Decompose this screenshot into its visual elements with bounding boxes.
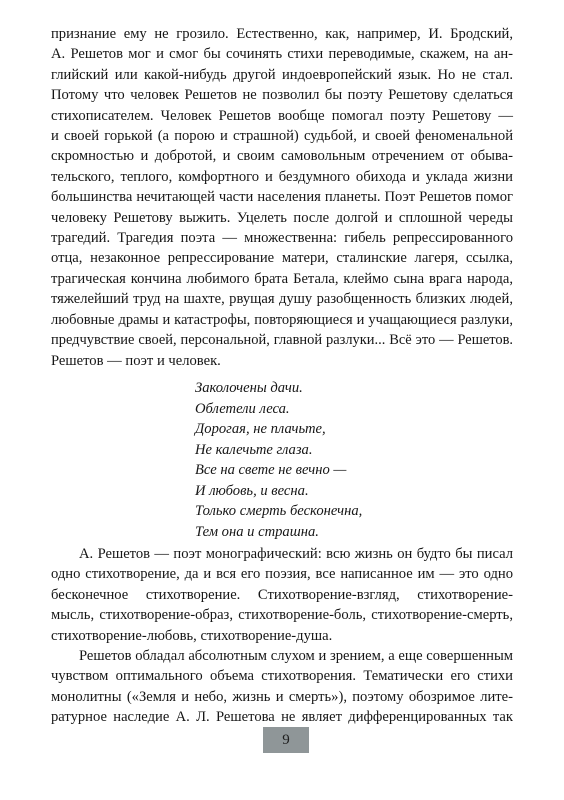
poem-verse: Тем она и страшна. xyxy=(195,523,319,540)
paragraph-monographic xyxy=(51,544,513,646)
poem-verse: И любовь, и весна. xyxy=(195,482,309,499)
text-line: стихотворение-любовь, стихотворение-душа. xyxy=(51,627,333,644)
text-line: монолитны («Земля и небо, жизнь и смерть»), поэтому обозримое лите- xyxy=(51,688,513,705)
poem-verse: Облетели леса. xyxy=(195,400,290,417)
paragraph-hearing xyxy=(51,646,513,728)
text-line: любовные драмы и катастрофы, повторяющиеся и учащающиеся разлуки, xyxy=(51,311,513,328)
text-line: глийский или какой-нибудь другой индоевропейский язык. Но не стал. xyxy=(51,66,513,83)
text-line: тельского, теплого, комфортного и бездумного обихода и уклада жизни xyxy=(51,168,513,185)
text-line: стихописателем. Человек Решетов вообще помогал поэту Решетову — xyxy=(51,107,513,124)
page-number: 9 xyxy=(282,731,290,748)
text-line: скромностью и добротой, и своим самовольным отречением от обыва- xyxy=(51,148,513,165)
text-line: А. Решетов — поэт монографический: всю жизнь он будто бы писал xyxy=(79,546,513,562)
poem-verse: Все на свете не вечно — xyxy=(195,462,347,478)
text-line: чувством оптимального объема стихотворения. Тематически его стихи xyxy=(51,668,513,685)
text-line: предчувствие своей, персональной, главной разлуки... Всё это — Решетов. xyxy=(51,332,513,349)
poem-verse: Заколочены дачи. xyxy=(195,380,303,396)
text-line: Потому что человек Решетов не позволил бы поэту Решетову сделаться xyxy=(51,87,513,104)
text-line: мысль, стихотворение-образ, стихотворение-боль, стихотворение-смерть, xyxy=(51,607,513,624)
text-line: тяжелейший труд на шахте, рвущая душу разобщенность близких людей, xyxy=(51,291,513,308)
page-number-badge xyxy=(263,727,309,753)
text-line: одно стихотворение, да и вся его поэзия, все написанное им — это одно xyxy=(51,566,513,583)
paragraph-top xyxy=(51,24,513,371)
main-text-top xyxy=(51,24,513,371)
text-line: человеку Решетову выжить. Уцелеть после долгой и сплошной череды xyxy=(51,209,513,226)
text-line: трагическая кончина любимого брата Бетала, клеймо сына врага народа, xyxy=(51,270,513,287)
text-line: бесконечное стихотворение. Стихотворение-взгляд, стихотворение- xyxy=(51,586,513,603)
text-line: трагедий. Трагедия поэта — множественна: гибель репрессированного xyxy=(51,230,513,247)
text-line: ратурное наследие А. Л. Решетова не являет дифференцированных так xyxy=(51,709,513,726)
text-line: большинства нечитающей части населения планеты. Поэт Решетов помог xyxy=(51,189,513,206)
text-line: Решетов — поэт и человек. xyxy=(51,352,221,369)
poem-quote xyxy=(195,378,362,542)
text-line: признание ему не грозило. Естественно, как, например, И. Бродский, xyxy=(51,26,513,42)
poem-verse: Не калечьте глаза. xyxy=(195,441,313,458)
poem-verse: Дорогая, не плачьте, xyxy=(195,421,326,437)
text-line: и своей горькой (а порою и страшной) судьбой, и своей феноменальной xyxy=(51,128,513,145)
text-line: Решетов обладал абсолютным слухом и зрением, а еще совершенным xyxy=(79,648,513,665)
text-line: А. Решетов мог и смог бы сочинять стихи переводимые, скажем, на ан- xyxy=(51,46,513,63)
poem-verse: Только смерть бесконечна, xyxy=(195,503,363,519)
text-line: отца, незаконное репрессирование матери, сталинские лагеря, ссылка, xyxy=(51,250,513,267)
main-text-bottom xyxy=(51,544,513,728)
